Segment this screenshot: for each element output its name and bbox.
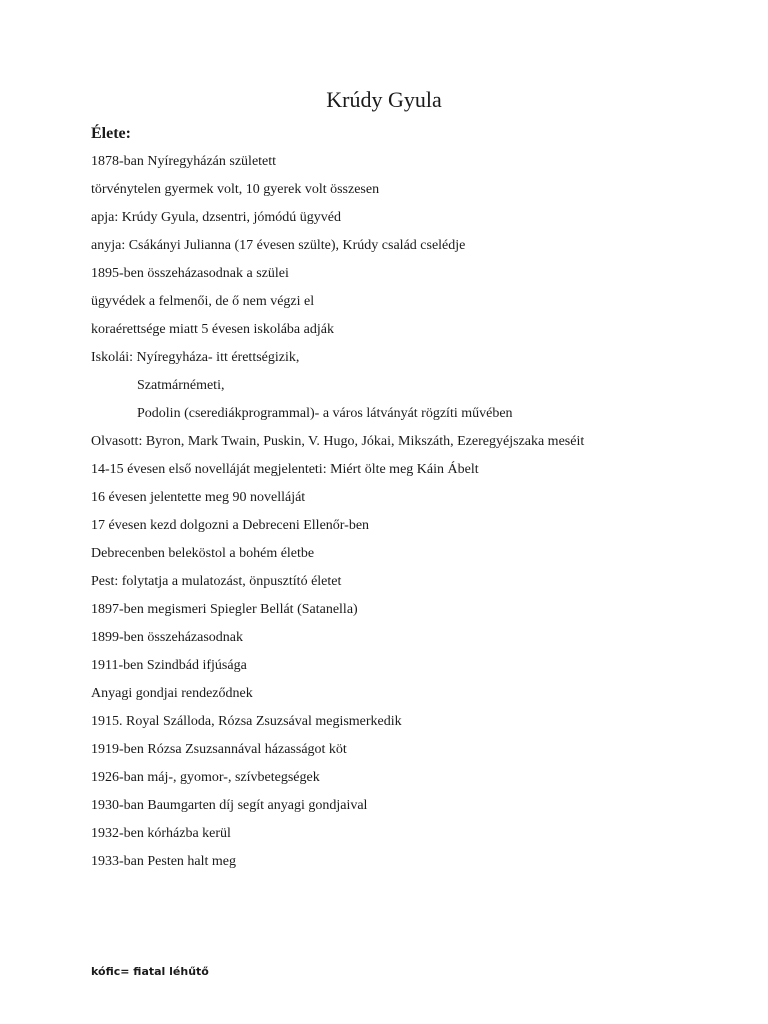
text-line: 1919-ben Rózsa Zsuzsannával házasságot köt xyxy=(91,742,347,757)
text-line-indented: Podolin (cserediákprogrammal)- a város látványát rögzíti művében xyxy=(137,406,513,421)
text-line: 16 évesen jelentette meg 90 novelláját xyxy=(91,490,306,505)
footer-note: kófic= fiatal léhűtő xyxy=(91,965,209,978)
text-line: 1878-ban Nyíregyházán született xyxy=(91,154,277,169)
text-line: apja: Krúdy Gyula, dzsentri, jómódú ügyvéd xyxy=(91,210,342,225)
document-title: Krúdy Gyula xyxy=(326,87,442,112)
text-line: Olvasott: Byron, Mark Twain, Puskin, V. Hugo, Jókai, Mikszáth, Ezeregyéjszaka meséit xyxy=(91,434,585,449)
text-line-indented: Szatmárnémeti, xyxy=(137,378,225,393)
text-line: 1897-ben megismeri Spiegler Bellát (Satanella) xyxy=(91,602,358,617)
text-line: 1932-ben kórházba kerül xyxy=(91,826,231,841)
text-line: 1895-ben összeházasodnak a szülei xyxy=(91,266,289,281)
text-line: ügyvédek a felmenői, de ő nem végzi el xyxy=(91,294,315,309)
text-line: Debrecenben beleköstol a bohém életbe xyxy=(91,546,315,561)
text-line: Anyagi gondjai rendeződnek xyxy=(91,686,253,701)
text-line: 1899-ben összeházasodnak xyxy=(91,630,244,645)
text-line: Iskolái: Nyíregyháza- itt érettségizik, xyxy=(91,350,300,365)
text-line: 1926-ban máj-, gyomor-, szívbetegségek xyxy=(91,770,320,785)
text-line: 1933-ban Pesten halt meg xyxy=(91,854,237,869)
text-line: 14-15 évesen első novelláját megjelenteti: Miért ölte meg Káin Ábelt xyxy=(91,462,479,477)
text-line: anyja: Csákányi Julianna (17 évesen szülte), Krúdy család cselédje xyxy=(91,238,466,253)
text-line: 17 évesen kezd dolgozni a Debreceni Ellenőr-ben xyxy=(91,518,370,533)
text-line: koraérettsége miatt 5 évesen iskolába adják xyxy=(91,322,334,337)
text-line: 1911-ben Szindbád ifjúsága xyxy=(91,658,247,673)
text-line: 1915. Royal Szálloda, Rózsa Zsuzsával megismerkedik xyxy=(91,714,402,729)
text-line: törvénytelen gyermek volt, 10 gyerek volt összesen xyxy=(91,182,380,197)
text-line: 1930-ban Baumgarten díj segít anyagi gondjaival xyxy=(91,798,368,813)
biography-lines xyxy=(91,151,751,879)
section-heading: Élete: xyxy=(91,125,131,142)
text-line: Pest: folytatja a mulatozást, önpusztító életet xyxy=(91,574,342,589)
